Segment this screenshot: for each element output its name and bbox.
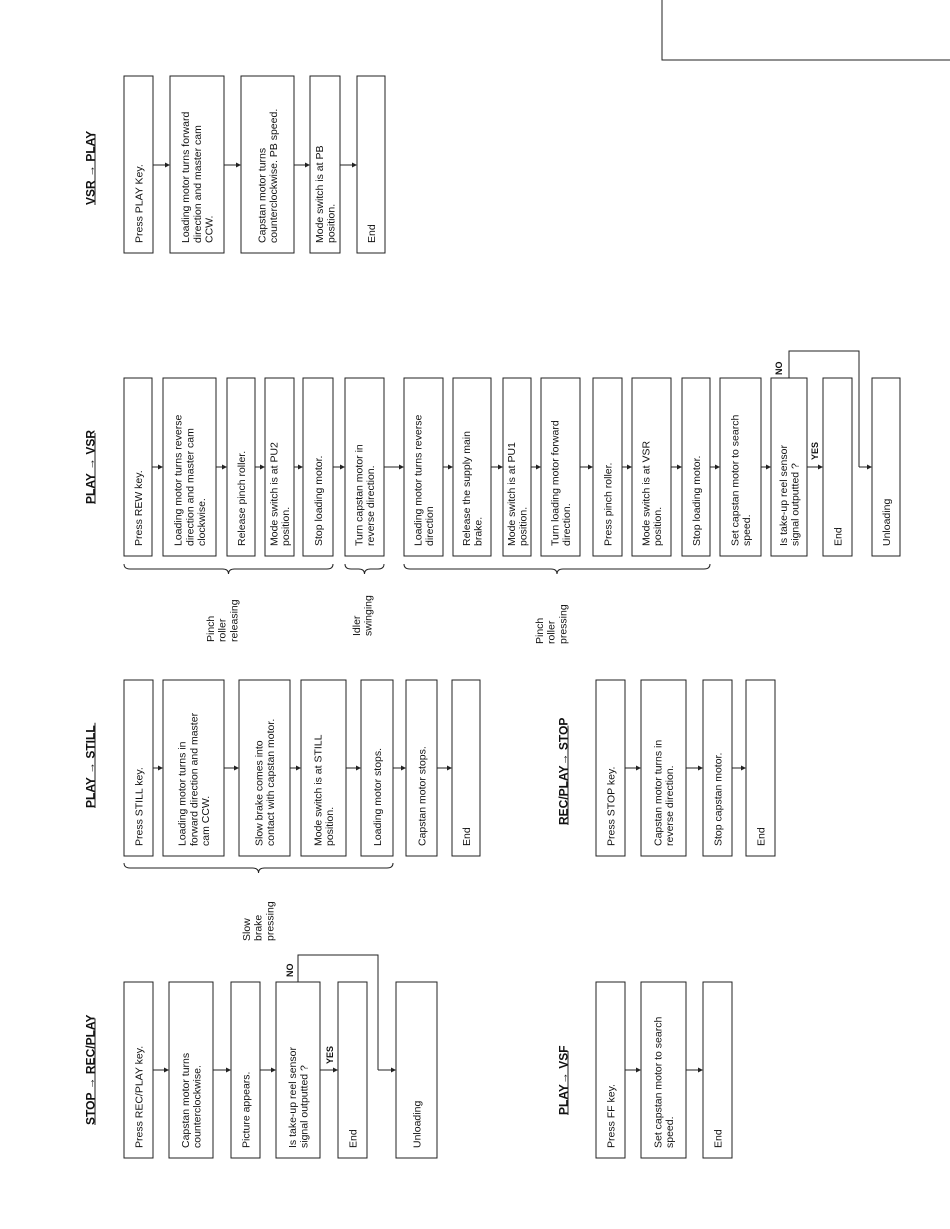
play-vsf-step-1-label: Press FF key. bbox=[605, 1084, 618, 1148]
stop-recplay-step-2 bbox=[169, 982, 213, 1158]
play-vsr-step-9-label: Mode switch is at PU1position. bbox=[505, 442, 530, 546]
stop-recplay-arrow-2-head bbox=[226, 1068, 231, 1073]
play-vsr-arrow-2-head bbox=[222, 465, 227, 470]
vsr-play-step-4-label: Mode switch is at PBposition. bbox=[313, 145, 338, 243]
play-vsf-step-2-label: Set capstan motor to searchspeed. bbox=[652, 1016, 677, 1148]
recplay-stop-step-1 bbox=[596, 680, 625, 856]
play-vsr-step-12 bbox=[632, 378, 671, 556]
play-vsr-arrow-15-head bbox=[818, 465, 823, 470]
stop-recplay-no-arrow-head bbox=[391, 1068, 396, 1073]
stop-recplay-step-3 bbox=[231, 982, 260, 1158]
play-vsr-step-13 bbox=[682, 378, 710, 556]
play-still-step-2-label: Loading motor turns inforward direction and mastercam CCW. bbox=[176, 712, 213, 846]
play-vsr-step-3 bbox=[227, 378, 255, 556]
play-still-arrow-1-head bbox=[158, 766, 163, 771]
play-vsr-step-8 bbox=[453, 378, 491, 556]
recplay-stop-arrow-3-head bbox=[741, 766, 746, 771]
brace-pinch-pressing bbox=[404, 564, 710, 574]
play-still-step-5-label: Loading motor stops. bbox=[371, 747, 384, 846]
play-still-step-4 bbox=[301, 680, 346, 856]
play-vsr-step-8-label: Release the supply mainbrake. bbox=[460, 431, 485, 546]
play-vsr-step-9 bbox=[503, 378, 531, 556]
play-vsr-arrow-8-head bbox=[498, 465, 503, 470]
play-vsf-step-1 bbox=[596, 982, 625, 1158]
title-play-still: PLAY → STILL bbox=[83, 725, 98, 808]
play-vsr-step-11 bbox=[593, 378, 622, 556]
play-vsr-arrow-1-head bbox=[158, 465, 163, 470]
play-vsr-arrow-5-head bbox=[340, 465, 345, 470]
play-vsf-step-3 bbox=[703, 982, 732, 1158]
brace-idler-swinging bbox=[345, 564, 384, 574]
group-pinch-roller-pressing: Pinchrollerpressing bbox=[533, 604, 570, 644]
brace-pinch-releasing bbox=[124, 564, 333, 574]
play-still-arrow-2-head bbox=[234, 766, 239, 771]
play-vsf-step-3-label: End bbox=[712, 1129, 725, 1148]
recplay-stop-step-3 bbox=[703, 680, 732, 856]
vsr-play-arrow-3-head bbox=[305, 163, 310, 168]
vsr-play-arrow-2-head bbox=[236, 163, 241, 168]
play-vsr-step-10 bbox=[541, 378, 580, 556]
play-vsr-unloading bbox=[872, 378, 900, 556]
play-vsr-end bbox=[823, 378, 852, 556]
vsr-play-step-3-label: Capstan motor turnscounterclockwise. PB speed. bbox=[256, 108, 281, 243]
page-corner-frame bbox=[662, 0, 950, 60]
vsr-play-arrow-1-head bbox=[165, 163, 170, 168]
play-vsr-no-label: NO bbox=[774, 361, 785, 375]
vsr-play-arrow-4-head bbox=[352, 163, 357, 168]
play-vsr-decision-label: Is take-up reel sensorsignal outputted ? bbox=[777, 445, 802, 546]
vsr-play-step-5 bbox=[357, 76, 385, 253]
title-play-vsr: PLAY → VSR bbox=[83, 429, 98, 504]
group-pinch-roller-releasing: Pinchrollerreleasing bbox=[204, 599, 241, 642]
play-vsr-arrow-13-head bbox=[715, 465, 720, 470]
vsr-play-step-3 bbox=[241, 76, 294, 253]
play-vsr-step-2 bbox=[163, 378, 216, 556]
title-vsr-play: VSR → PLAY bbox=[83, 130, 98, 205]
play-vsr-step-7 bbox=[404, 378, 443, 556]
title-recplay-stop: REC/PLAY→ STOP bbox=[556, 717, 571, 825]
stop-recplay-decision-label: Is take-up reel sensorsignal outputted ? bbox=[286, 1047, 311, 1148]
play-still-arrow-5-head bbox=[401, 766, 406, 771]
play-vsr-step-6 bbox=[345, 378, 384, 556]
play-vsr-step-4 bbox=[265, 378, 294, 556]
recplay-stop-step-3-label: Stop capstan motor. bbox=[712, 752, 725, 846]
play-vsr-end-label: End bbox=[832, 527, 845, 546]
recplay-stop-arrow-2-head bbox=[698, 766, 703, 771]
recplay-stop-arrow-1-head bbox=[636, 766, 641, 771]
play-vsr-step-12-label: Mode switch is at VSRposition. bbox=[640, 440, 665, 546]
stop-recplay-unloading-label: Unloading bbox=[411, 1100, 424, 1148]
play-vsr-arrow-7-head bbox=[448, 465, 453, 470]
play-still-step-1-label: Press STILL key. bbox=[133, 767, 146, 846]
vsr-play-step-1-label: Press PLAY Key. bbox=[133, 164, 146, 243]
title-play-vsf: PLAY→ VSF bbox=[556, 1045, 571, 1115]
play-vsr-step-5-label: Stop loading motor. bbox=[312, 455, 325, 546]
play-vsf-arrow-2-head bbox=[698, 1068, 703, 1073]
group-slow-brake-pressing: Slowbrakepressing bbox=[240, 901, 277, 941]
vsr-play-step-4 bbox=[310, 76, 340, 253]
play-vsr-no-arrow-head bbox=[867, 465, 872, 470]
stop-recplay-end-label: End bbox=[347, 1129, 360, 1148]
stop-recplay-end bbox=[338, 982, 367, 1158]
stop-recplay-step-3-label: Picture appears. bbox=[240, 1071, 253, 1148]
vsr-play-step-2-label: Loading motor turns forwarddirection and master camCCW. bbox=[180, 111, 216, 243]
play-vsr-step-2-label: Loading motor turns reversedirection and master camclockwise. bbox=[172, 414, 209, 546]
play-vsf-step-2 bbox=[641, 982, 686, 1158]
play-vsr-arrow-6-head bbox=[399, 465, 404, 470]
play-vsr-step-11-label: Press pinch roller. bbox=[602, 462, 615, 546]
play-vsr-arrow-11-head bbox=[627, 465, 632, 470]
play-vsr-step-6-label: Turn capstan motor inreverse direction. bbox=[353, 444, 378, 546]
play-still-step-3 bbox=[239, 680, 290, 856]
stop-recplay-step-1-label: Press REC/PLAY key. bbox=[133, 1045, 146, 1148]
brace-slow-brake bbox=[124, 863, 393, 873]
play-vsr-step-14 bbox=[720, 378, 761, 556]
recplay-stop-step-4-label: End bbox=[755, 827, 768, 846]
stop-recplay-no-label: NO bbox=[285, 963, 296, 977]
recplay-stop-step-2-label: Capstan motor turns inreverse direction. bbox=[652, 739, 677, 846]
play-vsr-arrow-10-head bbox=[588, 465, 593, 470]
play-vsr-arrow-14-head bbox=[766, 465, 771, 470]
recplay-stop-step-2 bbox=[641, 680, 686, 856]
play-vsr-step-10-label: Turn loading motor forwarddirection. bbox=[549, 420, 574, 546]
play-vsr-step-13-label: Stop loading motor. bbox=[690, 455, 703, 546]
stop-recplay-unloading bbox=[396, 982, 437, 1158]
play-vsr-step-3-label: Release pinch roller. bbox=[235, 450, 248, 546]
play-still-step-1 bbox=[124, 680, 153, 856]
play-vsr-yes-label: YES bbox=[810, 441, 821, 460]
play-still-step-4-label: Mode switch is at STILLposition. bbox=[312, 734, 337, 846]
stop-recplay-arrow-4-head bbox=[333, 1068, 338, 1073]
play-still-arrow-6-head bbox=[447, 766, 452, 771]
stop-recplay-yes-label: YES bbox=[325, 1045, 336, 1064]
vsr-play-step-1 bbox=[124, 76, 153, 253]
recplay-stop-step-4 bbox=[746, 680, 775, 856]
play-vsr-step-4-label: Mode switch is at PU2position. bbox=[268, 442, 293, 546]
play-vsr-step-5 bbox=[303, 378, 333, 556]
stop-recplay-arrow-3-head bbox=[271, 1068, 276, 1073]
stop-recplay-step-1 bbox=[124, 982, 153, 1158]
group-idler-swinging: Idlerswinging bbox=[350, 595, 375, 636]
play-still-arrow-3-head bbox=[296, 766, 301, 771]
stop-recplay-arrow-1-head bbox=[164, 1068, 169, 1073]
recplay-stop-step-1-label: Press STOP key. bbox=[605, 766, 618, 846]
play-still-step-3-label: Slow brake comes intocontact with capstan motor. bbox=[253, 718, 278, 846]
play-vsr-decision bbox=[771, 378, 807, 556]
play-vsr-step-1-label: Press REW key. bbox=[132, 470, 145, 546]
play-still-step-2 bbox=[163, 680, 224, 856]
play-vsr-arrow-9-head bbox=[536, 465, 541, 470]
vsr-play-step-5-label: End bbox=[365, 224, 378, 243]
play-still-arrow-4-head bbox=[356, 766, 361, 771]
play-still-step-6-label: Capstan motor stops. bbox=[416, 746, 429, 846]
play-still-step-5 bbox=[361, 680, 393, 856]
play-vsr-arrow-12-head bbox=[677, 465, 682, 470]
play-vsr-arrow-3-head bbox=[260, 465, 265, 470]
play-vsr-arrow-4-head bbox=[298, 465, 303, 470]
vsr-play-step-2 bbox=[170, 76, 224, 253]
title-stop-recplay: STOP → REC/PLAY bbox=[83, 1014, 98, 1125]
play-still-step-6 bbox=[406, 680, 437, 856]
play-vsr-step-7-label: Loading motor turns reversedirection bbox=[412, 414, 437, 546]
play-vsr-step-14-label: Set capstan motor to searchspeed. bbox=[729, 414, 754, 546]
play-vsr-unloading-label: Unloading bbox=[880, 498, 893, 546]
play-still-step-7-label: End bbox=[460, 827, 473, 846]
play-still-step-7 bbox=[452, 680, 480, 856]
stop-recplay-decision bbox=[276, 982, 320, 1158]
play-vsf-arrow-1-head bbox=[636, 1068, 641, 1073]
play-vsr-step-1 bbox=[124, 378, 152, 556]
stop-recplay-step-2-label: Capstan motor turnscounterclockwise. bbox=[179, 1052, 204, 1148]
